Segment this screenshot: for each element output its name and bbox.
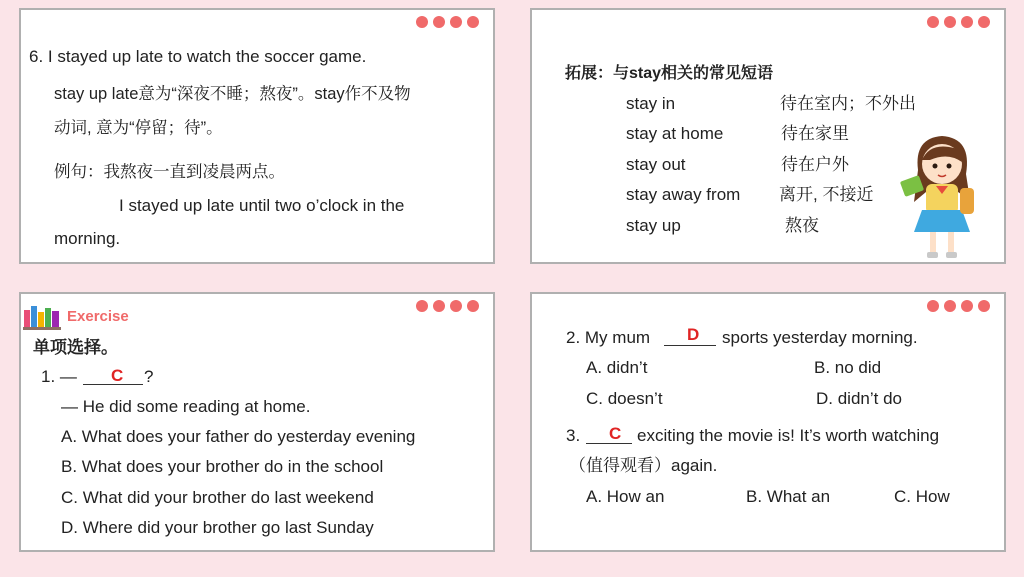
- q3-option-c: C. How: [894, 487, 950, 506]
- phrase-en: stay at home: [626, 124, 724, 143]
- phrase-en: stay away from: [626, 185, 741, 204]
- option-b: B. What does your brother do in the school: [61, 457, 384, 476]
- exercise-title: 单项选择。: [33, 338, 118, 357]
- phrase-zh: 待在家里: [781, 124, 849, 143]
- decorative-dots: [416, 16, 479, 28]
- phrases-panel: [530, 8, 1006, 264]
- question-2-suffix: sports yesterday morning.: [722, 328, 918, 347]
- decorative-dots: [927, 16, 990, 28]
- question-3-prefix: 3.: [566, 426, 581, 445]
- answer-c: C: [609, 424, 622, 443]
- q2-option-a: A. didn’t: [586, 358, 648, 377]
- example-english-2: morning.: [54, 229, 121, 248]
- books-icon: [23, 304, 61, 330]
- q3-option-a: A. How an: [586, 487, 665, 506]
- example-label: 例句：我熬夜一直到凌晨两点。: [54, 163, 285, 181]
- option-c: C. What did your brother do last weekend: [61, 488, 374, 507]
- exercise-panel-2: [530, 292, 1006, 552]
- explanation-line-1: stay up late意为“深夜不睡；熬夜”。stay作不及物: [54, 85, 411, 103]
- question-2-prefix: 2. My mum: [566, 328, 651, 347]
- decorative-dots: [416, 300, 479, 312]
- decorative-dots: [927, 300, 990, 312]
- phrase-zh: 离开, 不接近: [779, 185, 874, 204]
- phrase-zh: 熬夜: [785, 216, 819, 235]
- q2-option-d: D. didn’t do: [816, 389, 902, 408]
- phrase-en: stay up: [626, 216, 681, 235]
- phrases-title: 拓展：与stay相关的常见短语: [565, 65, 774, 82]
- option-a: A. What does your father do yesterday evening: [61, 427, 416, 446]
- example-english-1: I stayed up late until two o’clock in the: [119, 196, 405, 215]
- phrase-en: stay out: [626, 155, 686, 174]
- q3-option-b: B. What an: [746, 487, 831, 506]
- answer-c: C: [111, 366, 124, 385]
- phrase-zh: 待在室内；不外出: [780, 94, 916, 113]
- answer-blank: [664, 345, 716, 346]
- explanation-line-2: 动词, 意为“停留；待”。: [54, 119, 223, 137]
- phrase-zh: 待在户外: [781, 155, 849, 174]
- question-1-prefix: 1. —: [41, 367, 77, 386]
- question-1-suffix: ?: [144, 367, 154, 386]
- option-d: D. Where did your brother go last Sunday: [61, 518, 374, 537]
- exercise-badge: Exercise: [67, 308, 129, 325]
- answer-d: D: [687, 325, 700, 344]
- q2-option-c: C. doesn’t: [586, 389, 663, 408]
- girl-reading-illustration: [900, 130, 986, 264]
- question-3-line-2: （值得观看）again.: [569, 456, 718, 475]
- sentence-heading: 6. I stayed up late to watch the soccer game.: [29, 47, 367, 66]
- question-3-suffix: exciting the movie is! It’s worth watching: [637, 426, 940, 445]
- q2-option-b: B. no did: [814, 358, 882, 377]
- exercise-panel-1: [19, 292, 495, 552]
- question-1-reply: — He did some reading at home.: [61, 397, 311, 416]
- phrase-en: stay in: [626, 94, 676, 113]
- explanation-panel: [19, 8, 495, 264]
